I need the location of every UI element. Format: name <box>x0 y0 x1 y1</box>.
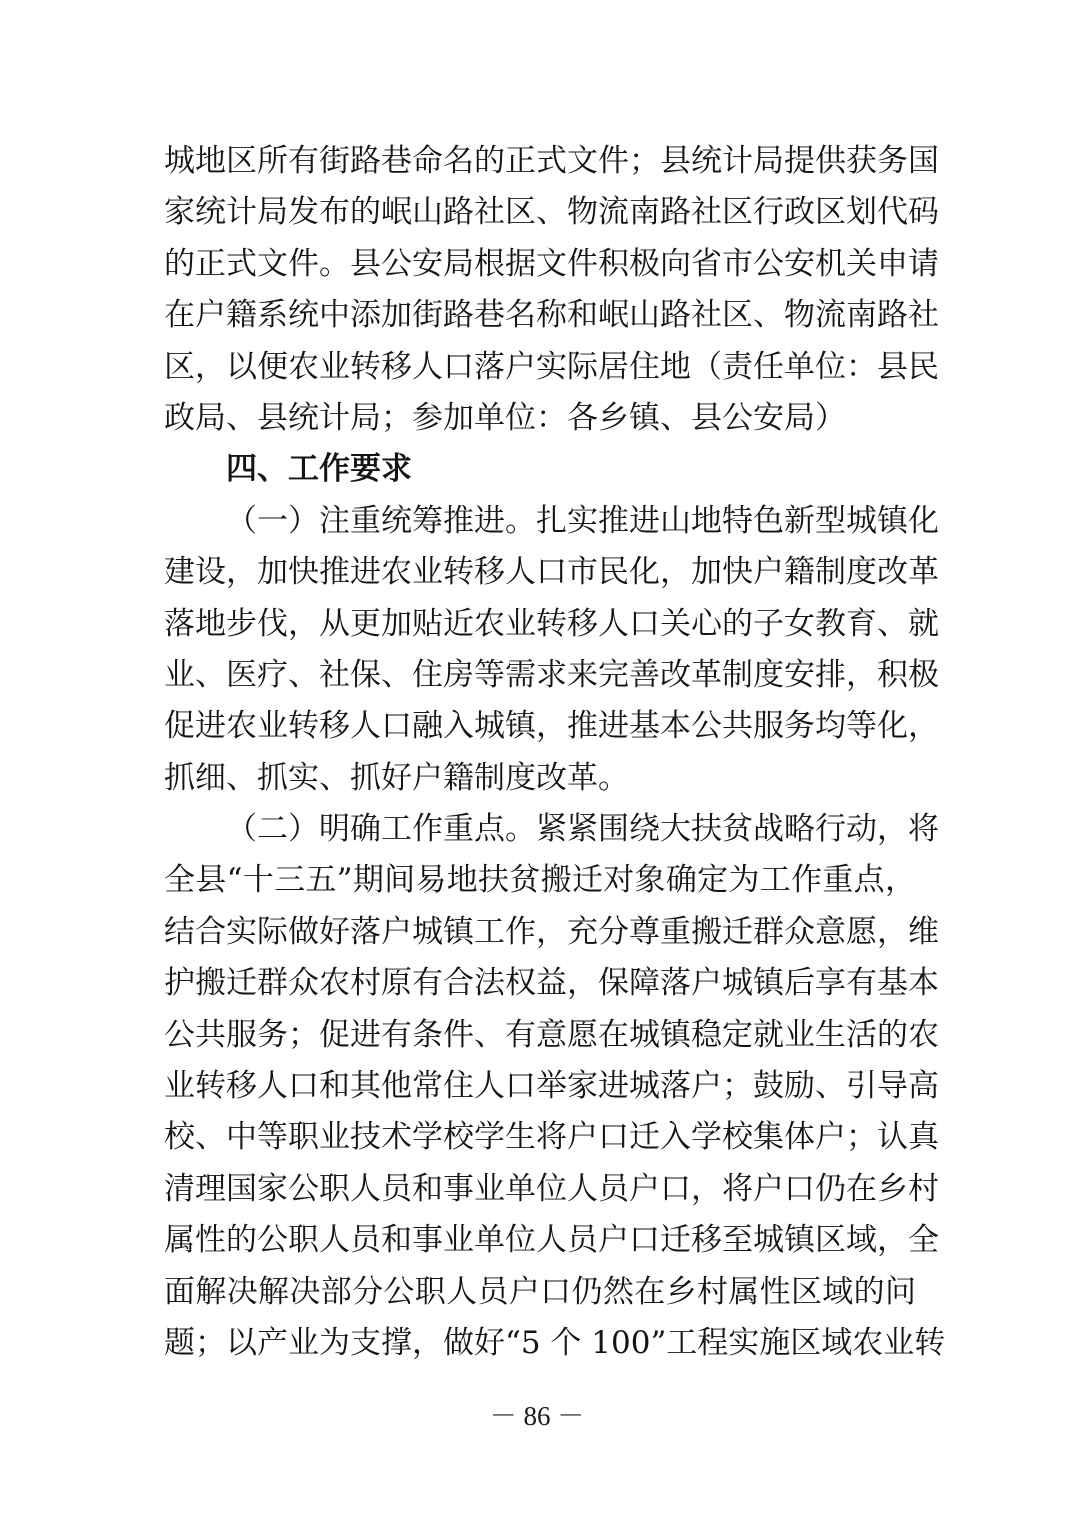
body-line: 在户籍系统中添加街路巷名称和岷山路社区、物流南路社 <box>164 297 939 334</box>
paragraph-2-line: （二）明确工作重点。紧紧围绕大扶贫战略行动，将 <box>226 811 939 848</box>
paragraph-2-line: 面解决解决部分公职人员户口仍然在乡村属性区域的问 <box>164 1273 916 1310</box>
body-line: 区，以便农业转移人口落户实际居住地（责任单位：县民 <box>164 348 939 385</box>
body-line: 政局、县统计局；参加单位：各乡镇、县公安局） <box>164 399 846 436</box>
paragraph-2-line: 题；以产业为支撑，做好“5 个 100”工程实施区域农业转 <box>164 1324 946 1361</box>
section-heading: 四、工作要求 <box>226 451 412 488</box>
body-line: 的正式文件。县公安局根据文件积极向省市公安机关申请 <box>164 245 939 282</box>
body-line: 城地区所有街路巷命名的正式文件；县统计局提供获务国 <box>164 143 939 179</box>
paragraph-2-line: 护搬迁群众农村原有合法权益，保障落户城镇后享有基本 <box>164 965 939 1002</box>
paragraph-2-line: 属性的公职人员和事业单位人员户口迁移至城镇区域，全 <box>164 1222 939 1259</box>
paragraph-2-line: 校、中等职业技术学校学生将户口迁入学校集体户；认真 <box>164 1119 939 1156</box>
paragraph-1-line: 业、医疗、社保、住房等需求来完善改革制度安排，积极 <box>164 656 939 693</box>
paragraph-1-line: 建设，加快推进农业转移人口市民化，加快户籍制度改革 <box>164 554 939 591</box>
document-body <box>164 136 946 1369</box>
paragraph-1-line: 落地步伐，从更加贴近农业转移人口关心的子女教育、就 <box>164 605 939 642</box>
body-line: 家统计局发布的岷山路社区、物流南路社区行政区划代码 <box>164 194 939 231</box>
paragraph-2-line: 公共服务；促进有条件、有意愿在城镇稳定就业生活的农 <box>164 1016 939 1053</box>
paragraph-2-line: 结合实际做好落户城镇工作，充分尊重搬迁群众意愿，维 <box>164 913 939 950</box>
paragraph-2-line: 清理国家公职人员和事业单位人员户口，将户口仍在乡村 <box>164 1170 939 1207</box>
paragraph-1-line: （一）注重统筹推进。扎实推进山地特色新型城镇化 <box>226 502 939 539</box>
paragraph-1-line: 促进农业转移人口融入城镇，推进基本公共服务均等化， <box>164 708 939 745</box>
paragraph-2-line: 全县“十三五”期间易地扶贫搬迁对象确定为工作重点， <box>164 862 916 899</box>
page-number: － 86 － <box>489 1401 585 1431</box>
paragraph-1-line: 抓细、抓实、抓好户籍制度改革。 <box>164 759 629 796</box>
paragraph-2-line: 业转移人口和其他常住人口举家进城落户；鼓励、引导高 <box>164 1068 939 1105</box>
